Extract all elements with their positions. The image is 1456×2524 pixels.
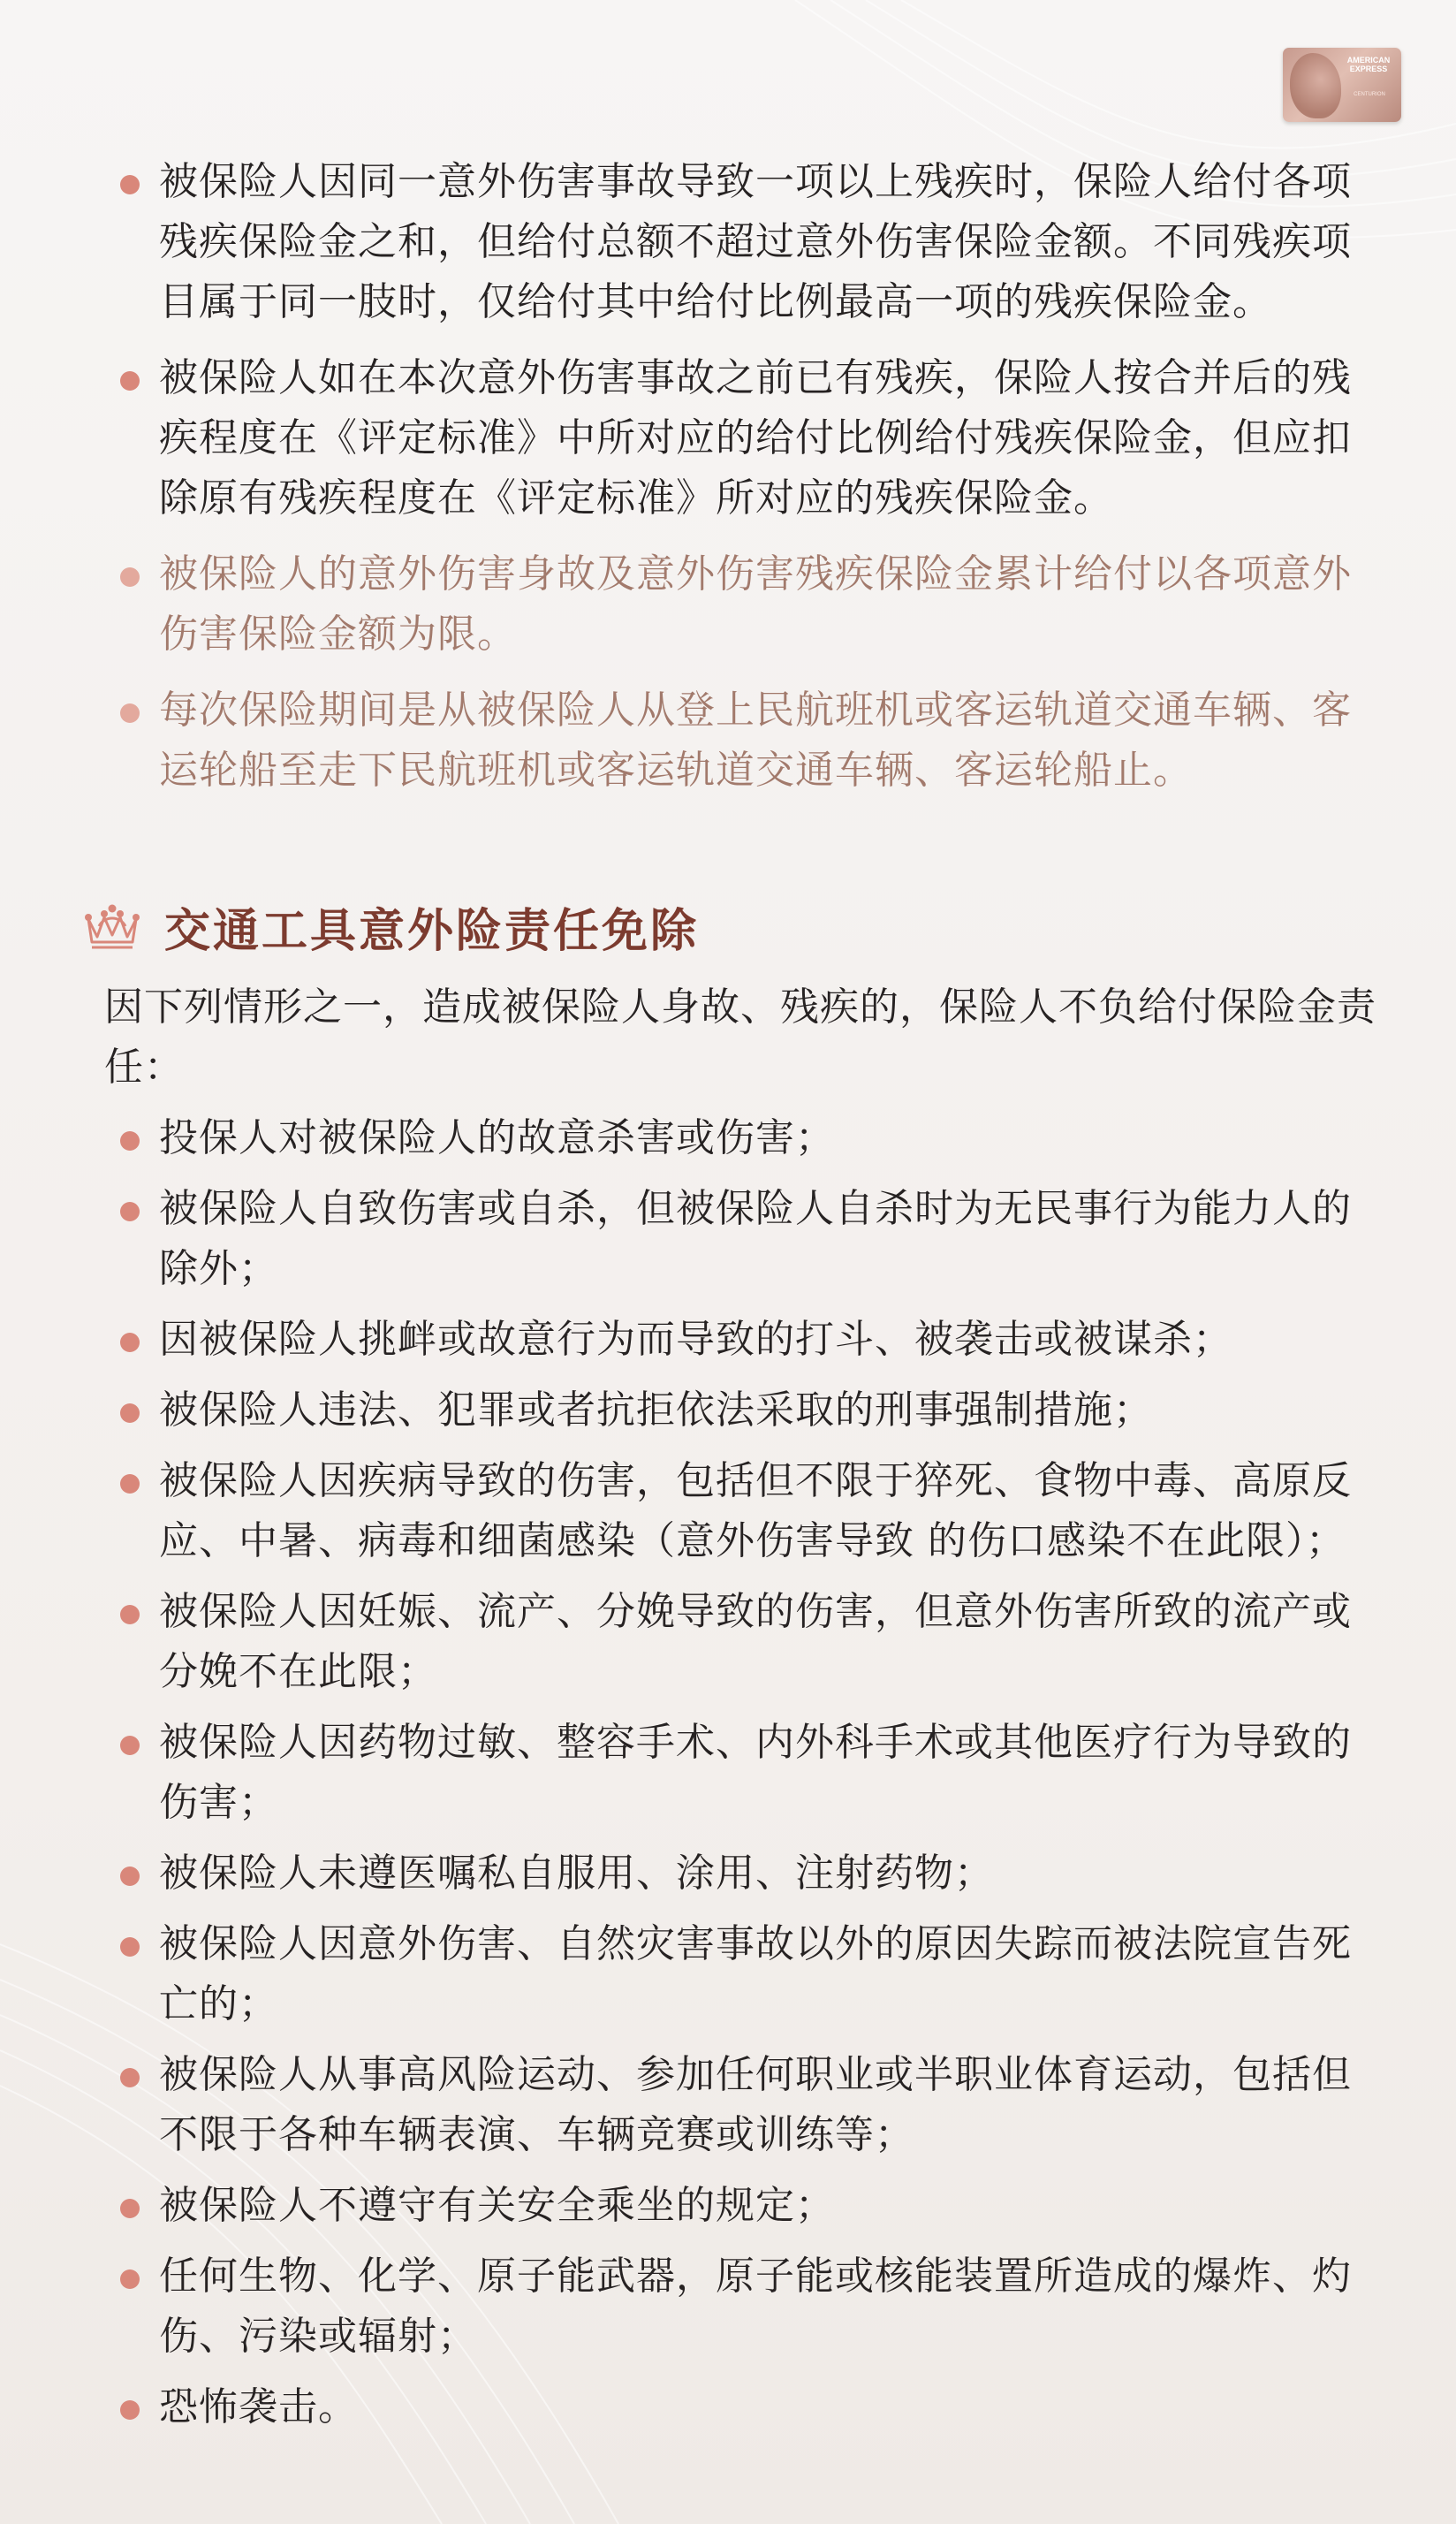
list-item [0,1713,1456,1833]
list-item-text: 被保险人因疾病导致的伤害，包括但不限于猝死、食物中毒、高原反应、中暑、病毒和细菌感染（意外伤害导致 的伤口感染不在此限）； [159,1458,1352,1563]
list-item-text: 被保险人自致伤害或自杀，但被保险人自杀时为无民事行为能力人的除外； [159,1186,1352,1291]
exclusions-list [0,1108,1456,2448]
benefit-notes-list [0,152,1456,817]
list-item [0,1914,1456,2034]
bullet-icon [120,1474,140,1494]
list-item [0,2247,1456,2367]
list-item-text: 因被保险人挑衅或故意行为而导致的打斗、被袭击或被谋杀； [159,1317,1232,1362]
list-item [0,1380,1456,1441]
bullet-icon [120,2269,140,2289]
bullet-icon [120,1605,140,1624]
card-brand-line2: EXPRESS [1349,65,1388,73]
list-item-text: 被保险人从事高风险运动、参加任何职业或半职业体育运动，包括但不限于各种车辆表演、车辆竞赛或训练等； [159,2052,1352,2157]
list-item-text: 每次保险期间是从被保险人从登上民航班机或客运轨道交通车辆、客运轮船至走下民航班机或客运轨道交通车辆、客运轮船止。 [159,688,1352,793]
bullet-icon [120,1937,140,1957]
bullet-icon [120,175,140,194]
bullet-icon [120,1202,140,1221]
list-item-text: 被保险人因药物过敏、整容手术、内外科手术或其他医疗行为导致的伤害； [159,1720,1352,1825]
list-item [0,1310,1456,1370]
section-title: 交通工具意外险责任免除 [164,904,700,958]
list-item-text: 被保险人因意外伤害、自然灾害事故以外的原因失踪而被法院宣告死亡的； [159,1921,1352,2026]
list-item-text: 被保险人的意外伤害身故及意外伤害残疾保险金累计给付以各项意外伤害保险金额为限。 [159,551,1352,657]
card-portrait-art [1290,53,1341,118]
list-item [0,1582,1456,1702]
bullet-icon [120,1403,140,1423]
card-brand-logo [1341,56,1396,73]
list-item-text: 被保险人未遵医嘱私自服用、涂用、注射药物； [159,1851,994,1896]
bullet-icon [120,2199,140,2218]
bullet-icon [120,567,140,587]
list-item [0,152,1456,332]
list-item-text: 被保险人违法、犯罪或者抗拒依法采取的刑事强制措施； [159,1387,1153,1433]
bullet-icon [120,2400,140,2420]
list-item [0,2176,1456,2236]
list-item-text: 投保人对被保险人的故意杀害或伤害； [159,1115,835,1160]
card-brand-line1: AMERICAN [1346,56,1391,65]
bullet-icon [120,1333,140,1352]
list-item [0,348,1456,528]
list-item [0,2045,1456,2165]
list-item-text: 任何生物、化学、原子能武器，原子能或核能装置所造成的爆炸、灼伤、污染或辐射； [159,2254,1352,2359]
list-item [0,1844,1456,1904]
card-small-text: CENTURION [1354,92,1385,97]
bullet-icon [120,1736,140,1755]
list-item [0,1108,1456,1168]
list-item [0,680,1456,801]
list-item [0,2377,1456,2437]
section-intro: 因下列情形之一，造成被保险人身故、残疾的，保险人不负给付保险金责任： [104,985,1376,1090]
list-item [0,1179,1456,1299]
section-heading [81,891,699,962]
bullet-icon [120,1866,140,1886]
list-item-text: 被保险人如在本次意外伤害事故之前已有残疾，保险人按合并后的残疾程度在《评定标准》中所对应的给付比例给付残疾保险金，但应扣除原有残疾程度在《评定标准》所对应的残疾保险金。 [159,355,1352,521]
list-item-text: 被保险人因同一意外伤害事故导致一项以上残疾时，保险人给付各项残疾保险金之和，但给付总额不超过意外伤害保险金额。不同残疾项目属于同一肢时，仅给付其中给付比例最高一项的残疾保险金。 [159,159,1352,324]
bullet-icon [120,703,140,723]
list-item-text: 恐怖袭击。 [159,2384,358,2429]
crown-icon [81,898,143,954]
bullet-icon [120,1131,140,1151]
bullet-icon [120,371,140,391]
list-item [0,544,1456,665]
list-item-text: 被保险人不遵守有关安全乘坐的规定； [159,2183,835,2228]
bullet-icon [120,2068,140,2087]
list-item-text: 被保险人因妊娠、流产、分娩导致的伤害，但意外伤害所致的流产或分娩不在此限； [159,1589,1352,1694]
list-item [0,1451,1456,1571]
credit-card-thumbnail [1283,48,1401,122]
